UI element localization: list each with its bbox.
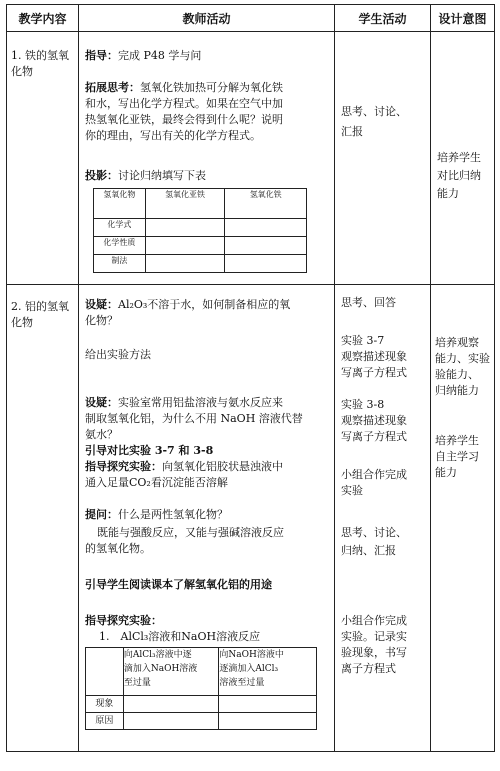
explore-label: 指导探究实验：	[85, 460, 162, 473]
question-label: 设疑：	[85, 298, 118, 311]
expand-text: 氢氧化铁加热可分解为氧化铁	[140, 81, 283, 94]
question2-line-1	[85, 395, 283, 411]
ask-label: 提问：	[85, 508, 118, 521]
expand-label: 拓展思考：	[85, 81, 140, 94]
intent-line: 验能力、	[435, 368, 479, 381]
guide-line	[85, 48, 201, 64]
expand-line-4: 你的理由，写出有关的化学方程式。	[85, 129, 261, 142]
intent-line: 培养观察	[435, 336, 479, 349]
projection-text: 讨论归纳填写下表	[118, 169, 206, 182]
question-line-1	[85, 297, 290, 313]
intent-line: 培养学生	[435, 434, 479, 447]
expand-line-3: 热氢氧化亚铁，最终会得到什么呢？说明	[85, 113, 283, 126]
question2-text: 实验室常用铝盐溶液与氨水反应来	[118, 396, 283, 409]
row-aluminum	[7, 285, 495, 752]
intent-line: 能力	[435, 466, 457, 479]
method-line: 给出实验方法	[85, 348, 151, 361]
student-line: 写离子方程式	[341, 430, 407, 443]
compare-row-label: 化学式	[94, 219, 146, 237]
row-iron	[7, 32, 495, 285]
intent-line: 归纳能力	[435, 384, 479, 397]
lesson-plan-table	[6, 4, 495, 752]
experiment-row-label: 现象	[86, 696, 124, 713]
explore2-line: 指导探究实验：	[85, 614, 162, 627]
header-content: 教学内容	[7, 5, 79, 32]
compare-header: 氢氧化亚铁	[145, 189, 225, 219]
ask-text: 什么是两性氢氧化物？	[118, 508, 228, 521]
guide-compare-line: 引导对比实验 3-7 和 3-8	[85, 444, 214, 457]
question2-line-2: 制取氢氧化铝，为什么不用 NaOH 溶液代替	[85, 412, 303, 425]
compare-row-label: 化学性质	[94, 237, 146, 255]
experiment-table	[85, 647, 317, 730]
experiment-item: 1. AlCl₃溶液和NaOH溶液反应	[99, 630, 261, 643]
projection-label: 投影：	[85, 169, 118, 182]
projection-line	[85, 168, 206, 184]
intent-line: 培养学生	[437, 151, 481, 164]
compare-header: 氢氧化物	[94, 189, 146, 219]
student-line: 实验	[341, 484, 363, 497]
explore-line-2: 通入足量CO₂看沉淀能否溶解	[85, 476, 228, 489]
content-line: 化物	[11, 65, 33, 78]
expand-line-2: 和水，写出化学方程式。如果在空气中加	[85, 97, 283, 110]
content-line: 1. 铁的氢氧	[11, 49, 69, 62]
student-line: 离子方程式	[341, 662, 396, 675]
header-intent: 设计意图	[431, 5, 495, 32]
compare-header: 氢氧化铁	[225, 189, 307, 219]
ask-line	[85, 507, 228, 523]
guide-text: 完成 P48 学与问	[118, 49, 202, 62]
intent-line: 能力、实验	[435, 352, 490, 365]
experiment-header: 向NaOH溶液中 逐滴加入AlCl₃ 溶液至过量	[219, 648, 317, 696]
content-line: 化物	[11, 316, 33, 329]
student-line: 小组合作完成	[341, 468, 407, 481]
question2-line-3: 氨水？	[85, 428, 118, 441]
compare-table	[93, 188, 307, 273]
header-teacher: 教师活动	[79, 5, 335, 32]
guide-label: 指导：	[85, 49, 118, 62]
compare-row-label: 制法	[94, 255, 146, 273]
student-line: 汇报	[341, 125, 363, 138]
experiment-row-label: 原因	[86, 713, 124, 730]
guide-read-line: 引导学生阅读课本了解氢氧化铝的用途	[85, 578, 272, 591]
student-line: 写离子方程式	[341, 366, 407, 379]
student-line: 验现象，书写	[341, 646, 407, 659]
experiment-header: 向AlCl₃溶液中逐 滴加入NaOH溶液 至过量	[123, 648, 219, 696]
expand-line-1	[85, 80, 283, 96]
student-line: 观察描述现象	[341, 350, 407, 363]
student-line: 实验 3-7	[341, 334, 385, 347]
amphoteric-line-2: 的氢氧化物。	[85, 542, 151, 555]
student-line: 实验。记录实	[341, 630, 407, 643]
student-line: 思考、讨论、	[341, 526, 407, 539]
question-line-2: 化物？	[85, 314, 118, 327]
question-text: Al₂O₃不溶于水，如何制备相应的氧	[118, 298, 291, 311]
intent-line: 自主学习	[435, 450, 479, 463]
explore-text: 向氢氧化铝胶状悬浊液中	[162, 460, 283, 473]
question2-label: 设疑：	[85, 396, 118, 409]
header-student: 学生活动	[335, 5, 431, 32]
explore-line-1	[85, 459, 283, 475]
intent-line: 对比归纳	[437, 169, 481, 182]
student-line: 实验 3-8	[341, 398, 385, 411]
intent-line: 能力	[437, 187, 459, 200]
content-line: 2. 铝的氢氧	[11, 300, 69, 313]
student-line: 观察描述现象	[341, 414, 407, 427]
student-line: 思考、讨论、	[341, 105, 407, 118]
header-row	[7, 5, 495, 32]
amphoteric-line-1: 既能与强酸反应，又能与强碱溶液反应	[97, 526, 284, 539]
student-line: 归纳、汇报	[341, 544, 396, 557]
student-line: 思考、回答	[341, 296, 396, 309]
student-line: 小组合作完成	[341, 614, 407, 627]
